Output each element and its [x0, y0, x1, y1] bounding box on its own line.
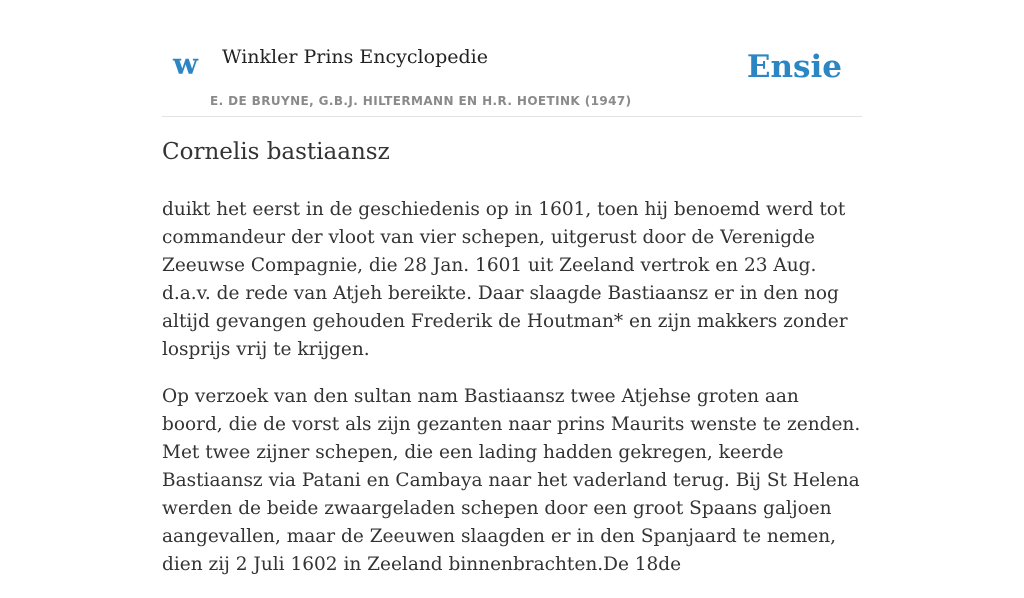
site-header: [162, 0, 862, 117]
authors-line: E. DE BRUYNE, G.B.J. HILTERMANN EN H.R. HOETINK (1947): [210, 94, 632, 108]
encyclopedia-title[interactable]: Winkler Prins Encyclopedie: [222, 46, 488, 68]
encyclopedia-logo[interactable]: w: [173, 47, 198, 81]
ensie-logo[interactable]: Ensie: [746, 49, 842, 85]
article-paragraph: Op verzoek van den sultan nam Bastiaansz twee Atjehse groten aan boord, die de vorst als zijn gezanten naar prins Maurits wenste te zenden. Met twee zijner schepen, die een lading hadden gekregen, keerde Bastiaansz via Patani en Cambaya naar het vaderland terug. Bij St Helena werden de beide zwaargeladen schepen door een groot Spaans galjoen aangevallen, maar de Zeeuwen slaagden er in den Spanjaard te nemen, dien zij 2 Juli 1602 in Zeeland binnenbrachten.De 18de: [162, 385, 861, 575]
article-title: Cornelis bastiaansz: [162, 139, 390, 165]
article: [162, 138, 862, 598]
article-paragraph: duikt het eerst in de geschiedenis op in 1601, toen hij benoemd werd tot commandeur der vloot van vier schepen, uitgerust door de Verenigde Zeeuwse Compagnie, die 28 Jan. 1601 uit Zeeland vertrok en 23 Aug. d.a.v. de rede van Atjeh bereikte. Daar slaagde Bastiaansz er in den nog altijd gevangen gehouden Frederik de Houtman* en zijn makkers zonder losprijs vrij te krijgen.: [162, 198, 848, 360]
